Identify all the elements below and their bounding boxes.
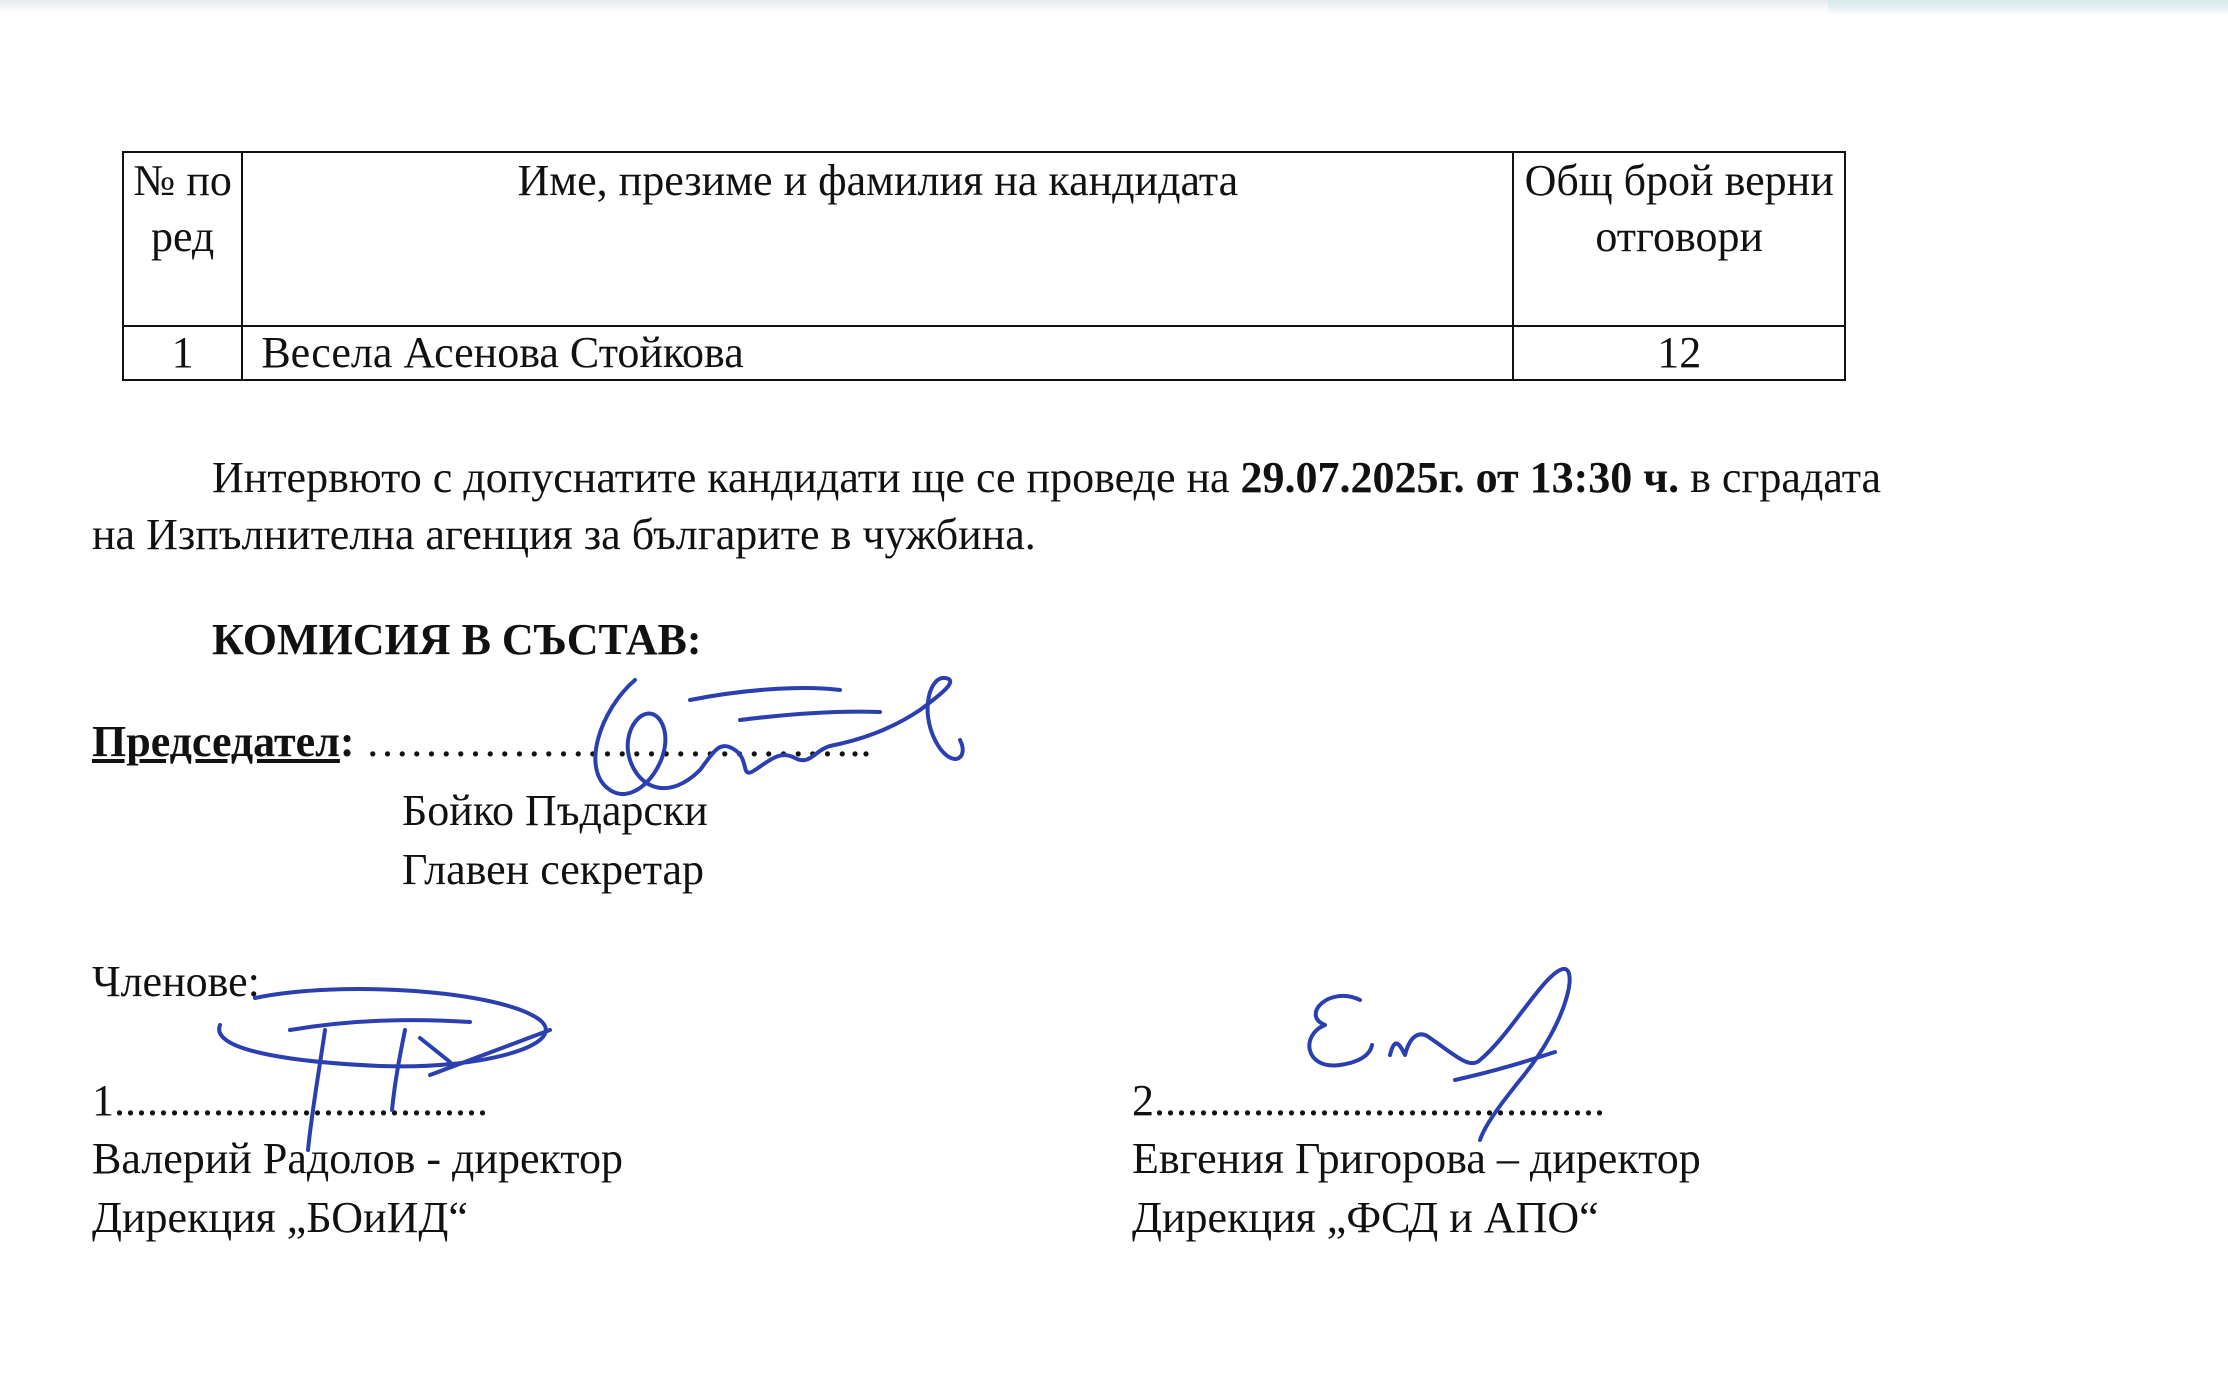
member1-signature-dots: 1.................................. <box>92 1076 488 1125</box>
header-total: Общ брой верни отговори <box>1513 152 1845 326</box>
member2-name: Евгения Григорова – директор <box>1132 1134 1701 1183</box>
commission-heading: КОМИСИЯ В СЪСТАВ: <box>212 615 702 664</box>
table-row <box>123 326 1845 380</box>
cell-name: Весела Асенова Стойкова <box>242 326 1513 380</box>
chair-colon: : <box>339 717 355 766</box>
interview-text-before: Интервюто с допуснатите кандидати ще се проведе на <box>212 453 1241 502</box>
interview-paragraph-line2: на Изпълнителна агенция за българите в чужбина. <box>92 510 1036 559</box>
member1-directorate: Дирекция „БОиИД“ <box>92 1193 468 1242</box>
chair-line <box>92 714 872 770</box>
header-number: № по ред <box>123 152 242 326</box>
scan-top-right-tint <box>1828 0 2228 16</box>
member2-directorate: Дирекция „ФСД и АПО“ <box>1132 1193 1599 1242</box>
table-header-row <box>123 152 1845 326</box>
interview-date-time: 29.07.2025г. от 13:30 ч. <box>1240 453 1680 502</box>
member1-name: Валерий Радолов - директор <box>92 1134 623 1183</box>
chair-label: Председател <box>92 717 340 766</box>
cell-number: 1 <box>123 326 242 380</box>
interview-paragraph-line1 <box>212 450 1881 506</box>
chair-position: Главен секретар <box>402 845 705 894</box>
chair-signature-dots: …………………………….. <box>354 717 872 766</box>
interview-text-after: в сградата <box>1679 453 1882 502</box>
members-label: Членове: <box>92 957 260 1006</box>
header-name: Име, презиме и фамилия на кандидата <box>242 152 1513 326</box>
member2-signature-dots: 2......................................... <box>1132 1076 1605 1125</box>
chair-name: Бойко Пъдарски <box>402 786 708 835</box>
candidates-table <box>122 151 1846 381</box>
cell-total: 12 <box>1513 326 1845 380</box>
